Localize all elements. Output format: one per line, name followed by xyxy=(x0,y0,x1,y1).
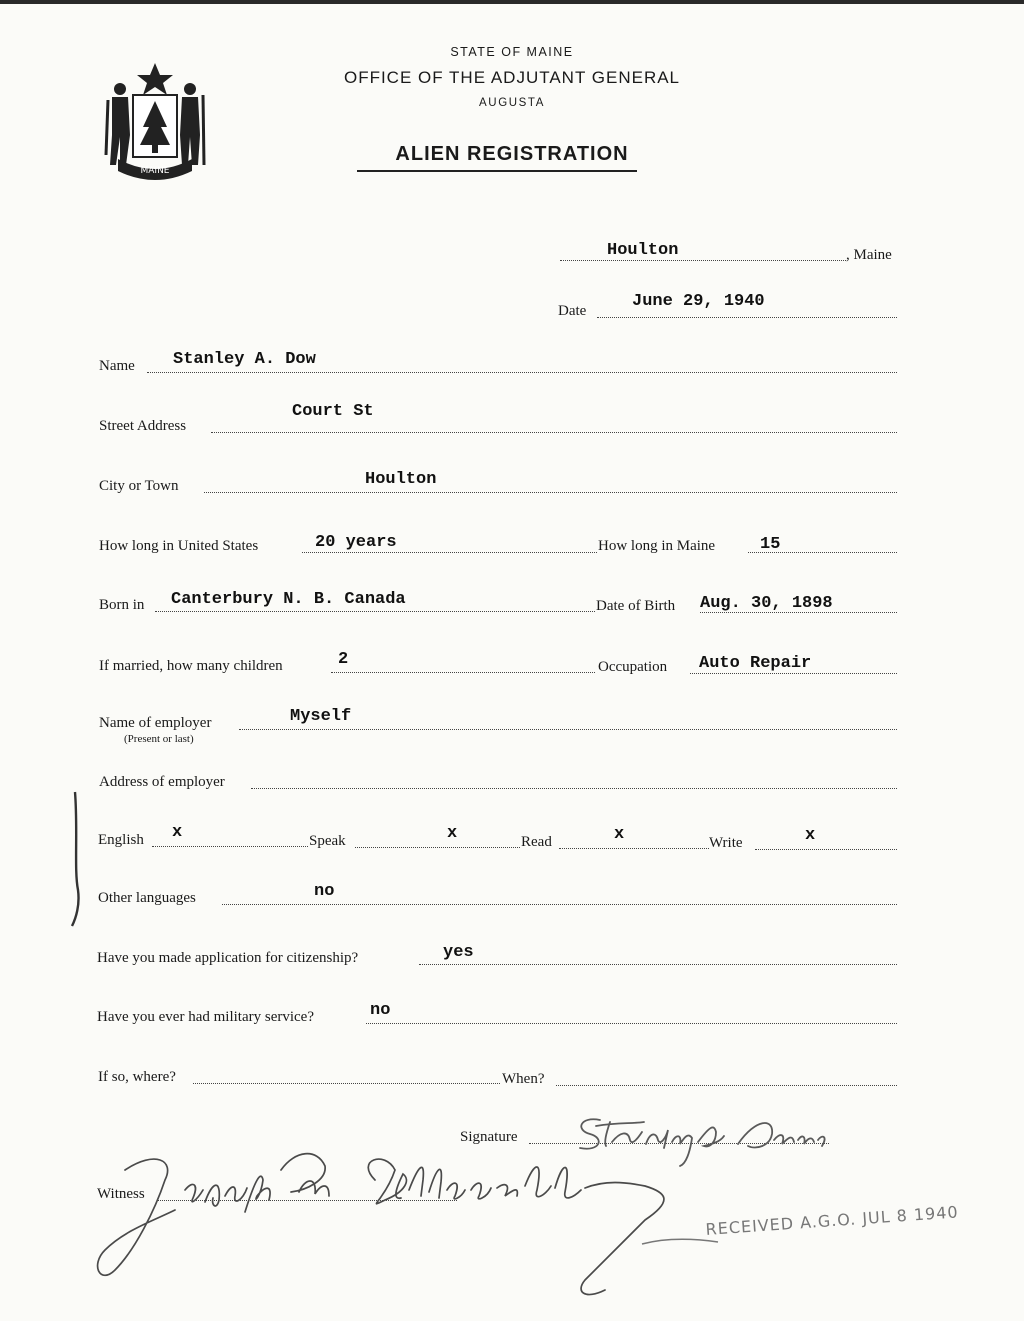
maine-duration-label: How long in Maine xyxy=(598,538,716,554)
city-town-value: Houlton xyxy=(365,470,437,489)
occupation-label: Occupation xyxy=(598,659,668,675)
employer-sublabel: (Present or last) xyxy=(124,733,194,745)
employer-address-line xyxy=(251,788,897,789)
signature-label: Signature xyxy=(460,1129,518,1145)
write-line xyxy=(755,849,897,850)
other-languages-value: no xyxy=(314,882,335,901)
witness-label: Witness xyxy=(97,1186,145,1202)
office-heading: OFFICE OF THE ADJUTANT GENERAL xyxy=(343,68,681,87)
date-line xyxy=(597,317,897,318)
us-duration-line xyxy=(302,552,597,553)
street-value: Court St xyxy=(292,402,374,421)
children-line xyxy=(331,672,595,673)
read-value: x xyxy=(614,825,625,844)
location-suffix: , Maine xyxy=(846,247,892,263)
other-languages-label: Other languages xyxy=(98,890,196,906)
us-duration-value: 20 years xyxy=(315,533,397,552)
born-in-label: Born in xyxy=(99,597,145,613)
street-line xyxy=(211,432,897,433)
city-town-label: City or Town xyxy=(99,478,179,494)
when-line xyxy=(556,1085,897,1086)
citizenship-value: yes xyxy=(443,943,474,962)
name-line xyxy=(147,372,897,373)
birth-date-label: Date of Birth xyxy=(596,598,676,614)
military-line xyxy=(366,1023,897,1024)
city-town-line xyxy=(204,492,897,493)
children-value: 2 xyxy=(338,650,349,669)
employer-address-label: Address of employer xyxy=(99,774,225,790)
employer-value: Myself xyxy=(290,707,352,726)
citizenship-line xyxy=(419,964,897,965)
state-heading: STATE OF MAINE xyxy=(450,45,574,59)
name-value: Stanley A. Dow xyxy=(173,350,316,369)
occupation-line xyxy=(690,673,897,674)
margin-bracket-mark xyxy=(60,790,90,930)
birth-date-value: Aug. 30, 1898 xyxy=(700,594,833,613)
date-value: June 29, 1940 xyxy=(632,292,765,311)
citizenship-label: Have you made application for citizenship? xyxy=(97,950,359,966)
stamp-stroke xyxy=(640,1232,720,1252)
military-label: Have you ever had military service? xyxy=(97,1009,314,1025)
write-value: x xyxy=(805,826,816,845)
maine-duration-value: 15 xyxy=(760,535,781,554)
employer-label: Name of employer xyxy=(99,715,212,731)
english-value: x xyxy=(172,823,183,842)
english-line xyxy=(152,846,308,847)
children-label: If married, how many children xyxy=(99,658,283,674)
born-in-value: Canterbury N. B. Canada xyxy=(171,590,406,609)
name-label: Name xyxy=(99,358,135,374)
street-label: Street Address xyxy=(99,418,187,434)
received-stamp: RECEIVED A.G.O. JUL 8 1940 xyxy=(705,1202,960,1239)
date-label: Date xyxy=(558,303,587,319)
read-line xyxy=(559,848,709,849)
us-duration-label: How long in United States xyxy=(99,538,259,554)
read-label: Read xyxy=(521,834,552,850)
seal-text: MAINE xyxy=(140,166,170,176)
other-languages-line xyxy=(222,904,897,905)
speak-label: Speak xyxy=(309,833,346,849)
title-underline xyxy=(357,170,637,172)
speak-line xyxy=(355,847,520,848)
english-label: English xyxy=(98,832,144,848)
form-title: ALIEN REGISTRATION xyxy=(395,143,629,165)
location-value: Houlton xyxy=(607,241,679,260)
when-label: When? xyxy=(502,1071,545,1087)
speak-value: x xyxy=(447,824,458,843)
occupation-value: Auto Repair xyxy=(699,654,812,673)
military-value: no xyxy=(370,1001,391,1020)
write-label: Write xyxy=(709,835,743,851)
born-in-line xyxy=(155,611,595,612)
top-edge xyxy=(0,0,1024,4)
witness-handwriting xyxy=(85,1140,685,1310)
city-heading: AUGUSTA xyxy=(479,97,545,109)
location-line xyxy=(560,260,846,261)
where-label: If so, where? xyxy=(98,1069,176,1085)
where-line xyxy=(193,1083,500,1084)
employer-line xyxy=(239,729,897,730)
